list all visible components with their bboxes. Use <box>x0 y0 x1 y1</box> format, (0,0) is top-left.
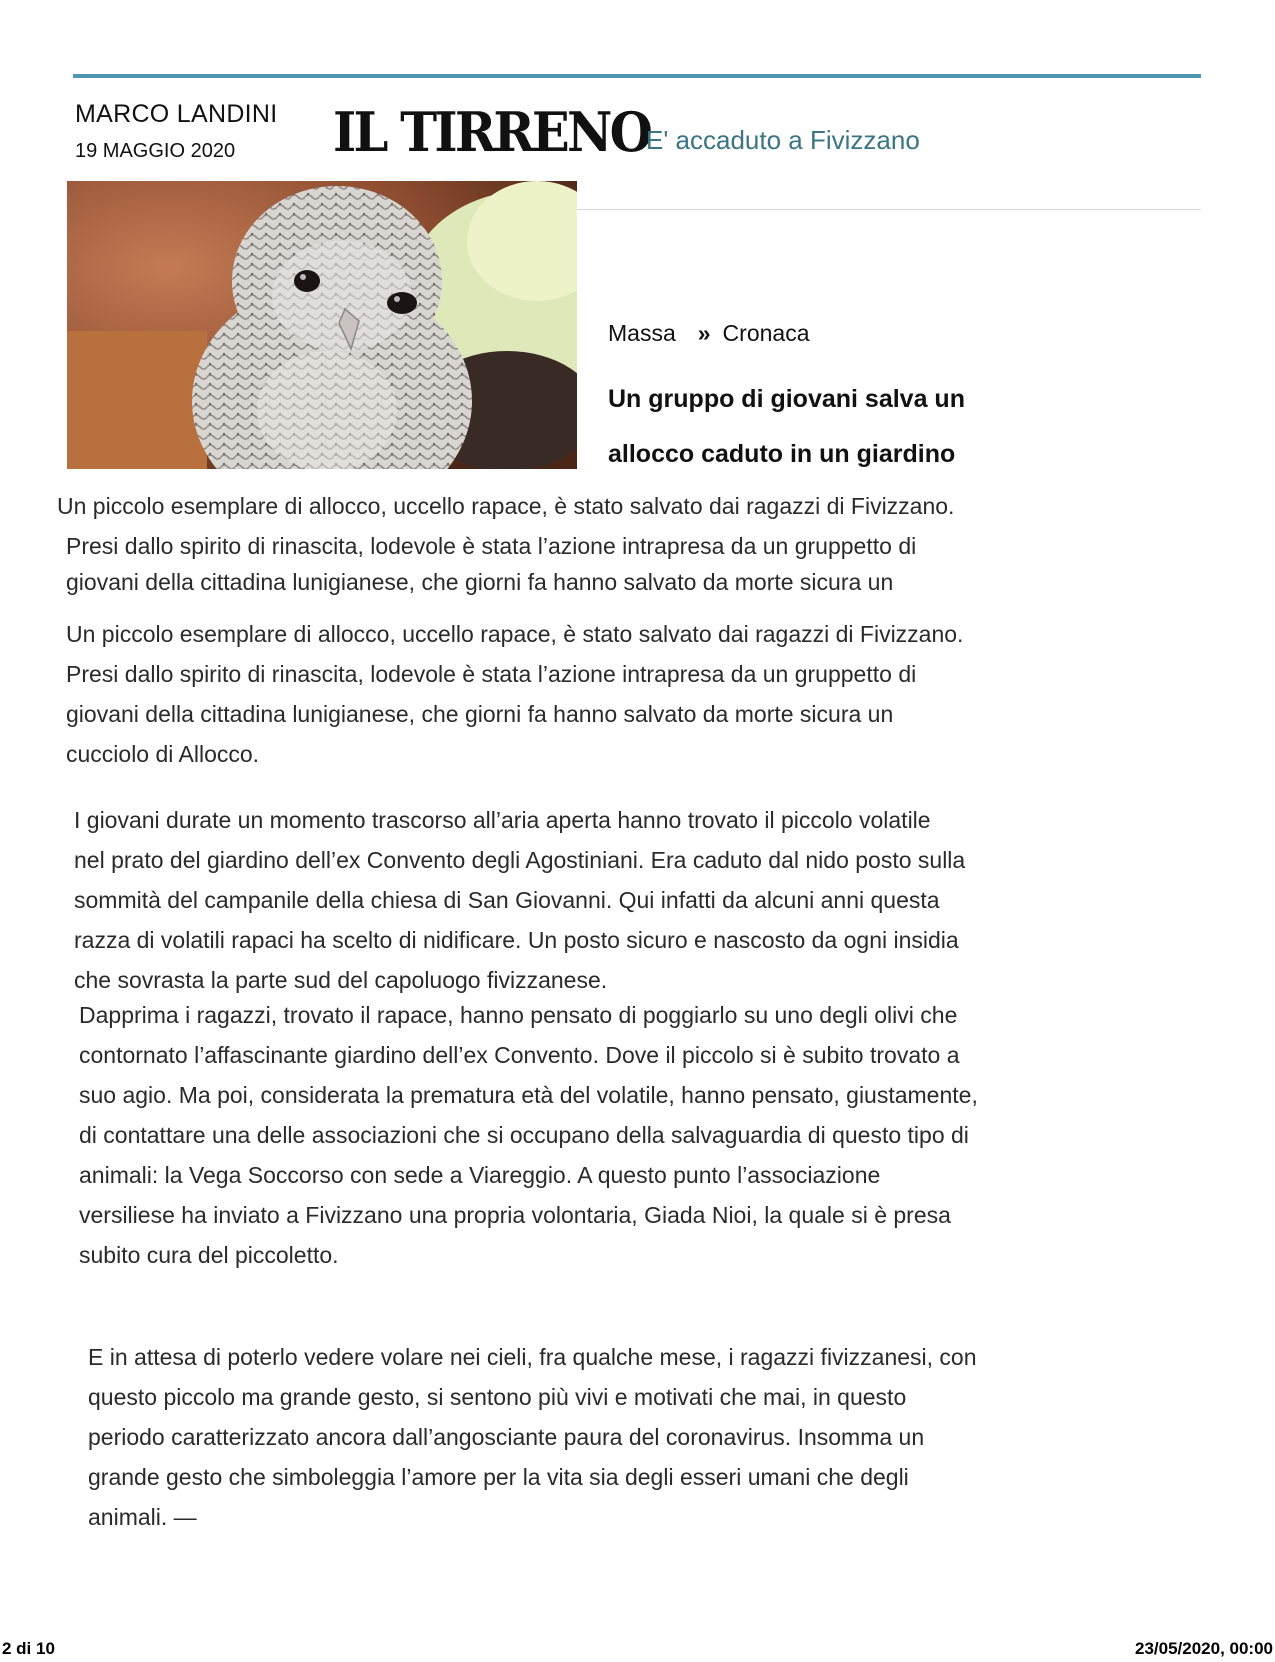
breadcrumb <box>608 320 809 347</box>
page-counter: 2 di 10 <box>2 1639 55 1658</box>
breadcrumb-separator: » <box>697 320 711 346</box>
article-lead-repeat: Presi dallo spirito di rinascita, lodevole è stata l’azione intrapresa da un gruppetto di giovani della cittadina lunigianese, che giorni fa hanno salvato da morte sicura un <box>66 533 917 595</box>
top-divider <box>73 74 1201 78</box>
newspaper-logo: IL TIRRENO <box>333 100 651 164</box>
headline-line-2: allocco caduto in un giardino <box>608 440 956 468</box>
article-headline <box>608 372 1048 482</box>
print-timestamp: 23/05/2020, 00:00 <box>1134 1639 1273 1658</box>
article-paragraph-4: E in attesa di poterlo vedere volare nei cieli, fra qualche mese, i ragazzi fivizzanesi, con questo piccolo ma grande gesto, si sentono più vivi e motivati che mai, in questo periodo caratterizzato ancora dall’angosciante paura del coronavirus. Insomma un grande gesto che simboleggia l’amore per la vita sia degli esseri umani che degli animali. — <box>88 1344 977 1530</box>
article-paragraph-1: Un piccolo esemplare di allocco, uccello rapace, è stato salvato dai ragazzi di Fivizzano. Presi dallo spirito di rinascita, lodevole è stata l’azione intrapresa da un gruppetto di giovani della cittadina lunigianese, che giorni fa hanno salvato da morte sicura un cucciolo di Allocco. <box>66 621 964 767</box>
tagline: E' accaduto a Fivizzano <box>646 125 920 155</box>
article-paragraph-3: Dapprima i ragazzi, trovato il rapace, hanno pensato di poggiarlo su uno degli olivi che contornato l’affascinante giardino dell’ex Convento. Dove il piccolo si è subito trovato a suo agio. Ma poi, considerata la prematura età del volatile, hanno pensato, giustamente, di contattare una delle associazioni che si occupano della salvaguardia di questo tipo di animali: la Vega Soccorso con sede a Viareggio. A questo punto l’associazione versiliese ha inviato a Fivizzano una propria volontaria, Giada Nioi, la quale si è presa subito cura del piccoletto. <box>79 1002 978 1268</box>
header-divider <box>577 209 1201 210</box>
article-lead: Un piccolo esemplare di allocco, uccello rapace, è stato salvato dai ragazzi di Fivizzano. <box>57 493 955 519</box>
breadcrumb-category[interactable]: Cronaca <box>722 320 810 346</box>
headline-line-1: Un gruppo di giovani salva un <box>608 385 965 413</box>
owl-photo <box>67 181 577 469</box>
breadcrumb-section[interactable]: Massa <box>608 320 676 346</box>
author-name: MARCO LANDINI <box>75 100 278 128</box>
publish-date: 19 MAGGIO 2020 <box>75 140 236 162</box>
article-paragraph-2: I giovani durate un momento trascorso all’aria aperta hanno trovato il piccolo volatile nel prato del giardino dell’ex Convento degli Agostiniani. Era caduto dal nido posto sulla sommità del campanile della chiesa di San Giovanni. Qui infatti da alcuni anni questa razza di volatili rapaci ha scelto di nidificare. Un posto sicuro e nascosto da ogni insidia che sovrasta la parte sud del capoluogo fivizzanese. <box>74 807 966 993</box>
